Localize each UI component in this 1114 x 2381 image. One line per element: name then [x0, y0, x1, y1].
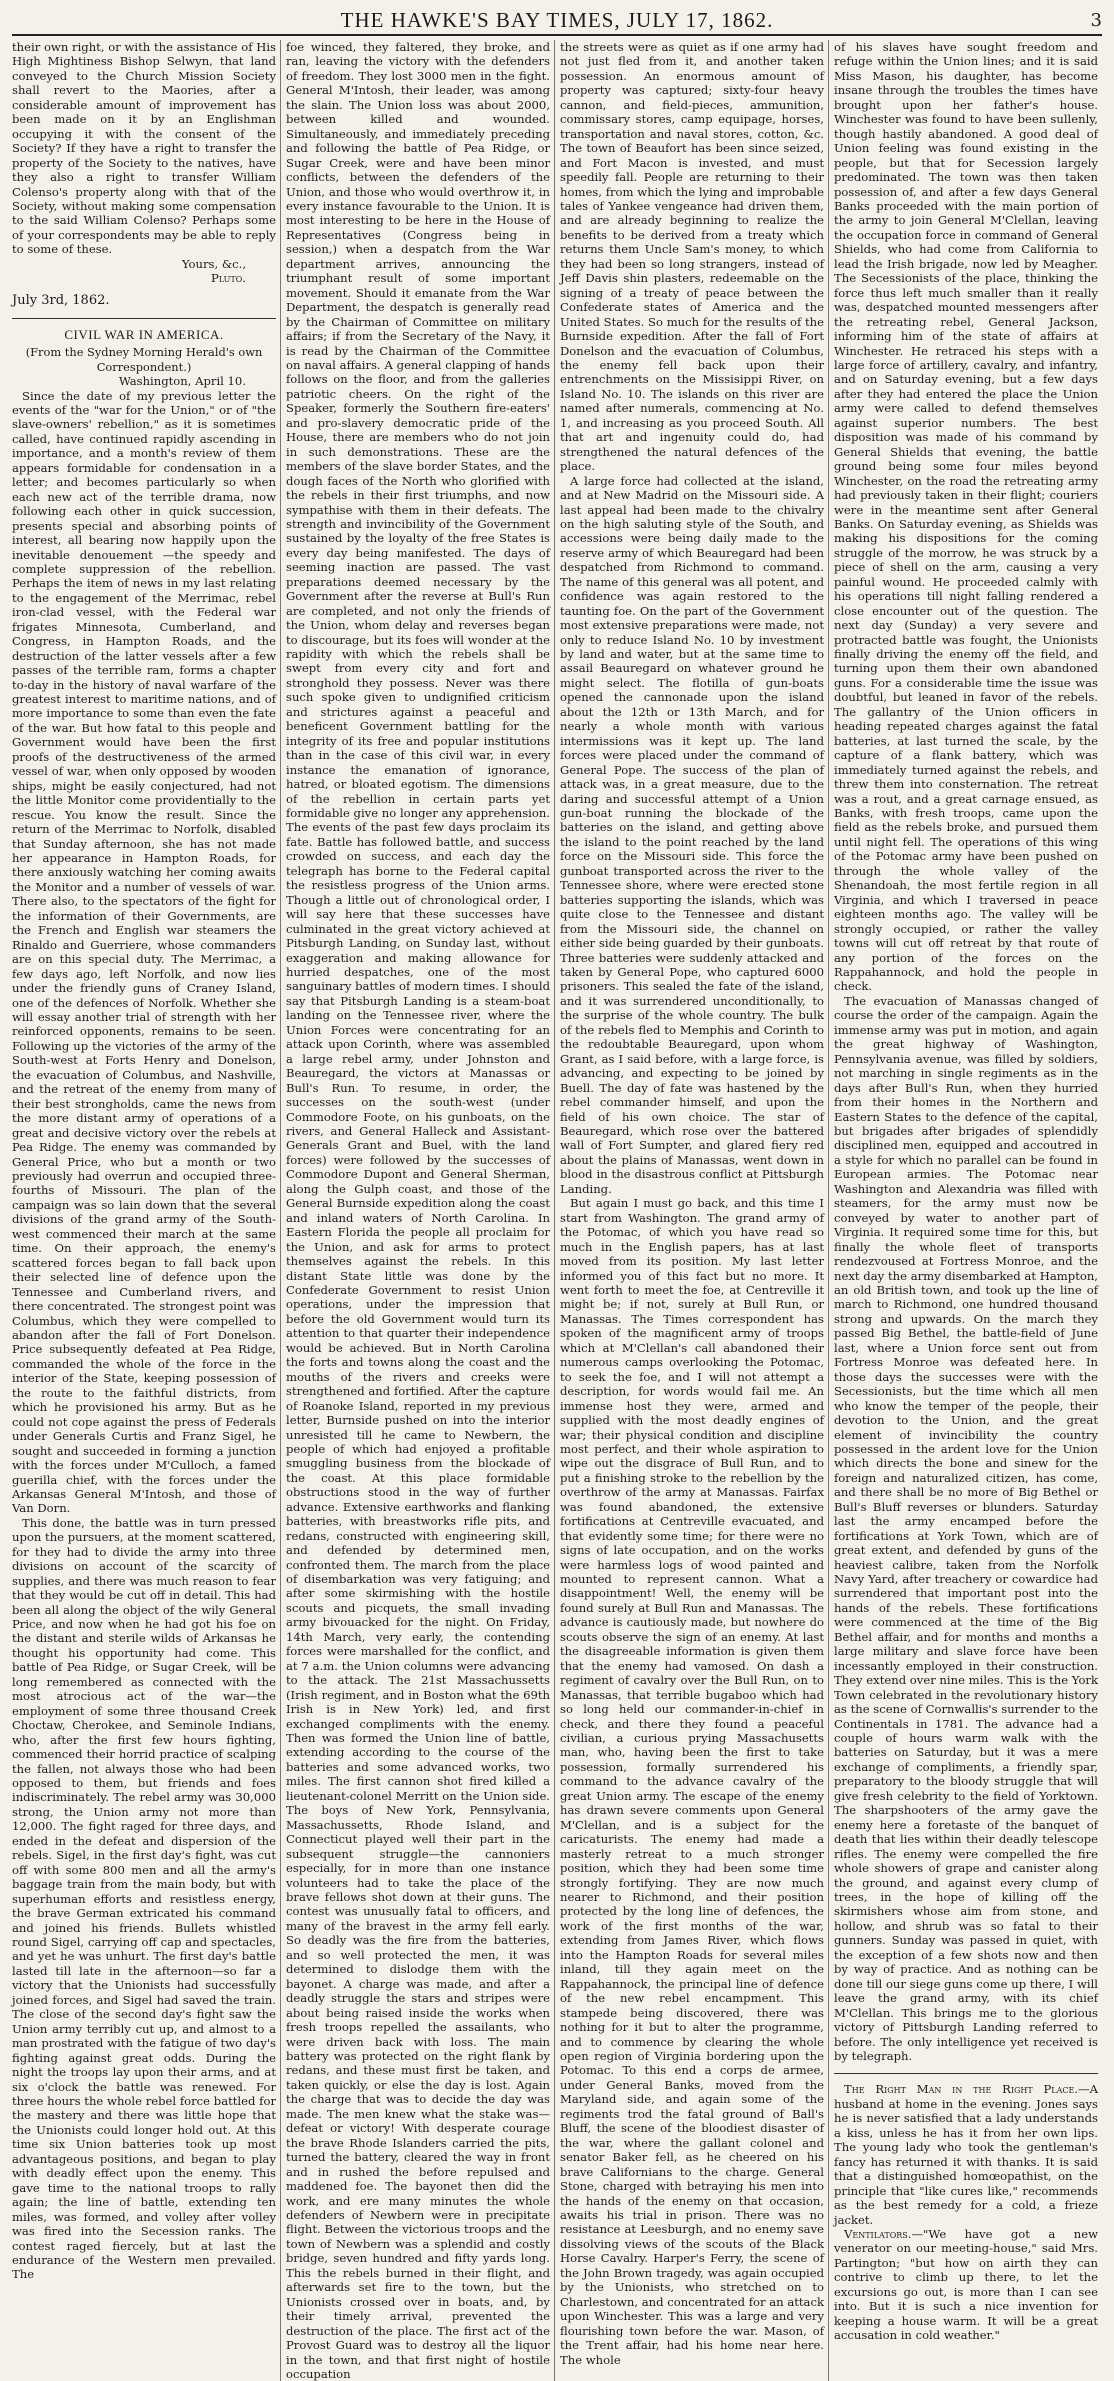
ventilators-paragraph — [834, 2227, 1098, 2343]
article-paragraph: The evacuation of Manassas changed of course the order of the campaign. Again the immense army was put in motion, and again the great highway of Washington, Pennsylvania avenue, was filled by soldiers, not marching in single regiments as in the days after Bull's Run, when they hurried from their homes in the Northern and Eastern States to the defence of the capital, but brigades after brigades of splendidly disciplined men, equipped and accoutred in a style for which no parallel can be found in European armies. The Potomac near Washington and Alexandria was filled with steamers, for the army must now be conveyed by water to another part of Virginia. It required some time for this, but finally the whole fleet of transports rendezvoused at Fortress Monroe, and the next day the army disembarked at Hampton, an old British town, and took up the line of march to Richmond, one hundred thousand strong and upwards. On the march they passed Big Bethel, the battle-field of June last, where a Union force sent out from Fortress Monroe was defeated here. In those days the successes were with the Secessionists, but the time which all men who know the temper of the people, their devotion to the Union, and the great element of invincibility the country possessed in the ardent love for the Union which directs the bone and sinew for the foreign and naturalized citizen, has come, and there shall be no more of Big Bethel or Bull's Bluff reverses or blunders. Saturday last the army encamped before the fortifications at York Town, which are of great extent, and defended by guns of the heaviest calibre, taken from the Norfolk Navy Yard, after treachery or cowardice had surrendered that important post into the hands of the rebels. These fortifications were commenced at the time of the Big Bethel affair, and for months and months a large military and slave force have been incessantly employed in their construction. They extend over nine miles. This is the York Town celebrated in the revolutionary history as the scene of Cornwallis's surrender to the Continentals in 1781. The advance had a couple of hours warm walk with the batteries on Saturday, but it was a mere exchange of compliments, a friendly spar, preparatory to the bloody struggle that will give fresh celebrity to the field of Yorktown. The sharpshooters of the army gave the enemy here a foretaste of the banquet of death that lies within their deadly telescope rifles. The enemy were compelled the fire whole showers of grape and canister along the ground, and against every clump of trees, in the hope of killing off the skirmishers whose aim from stone, and hollow, and shrub was so fatal to their gunners. Sunday was passed in quiet, with the exception of a few shots now and then by way of practice. And as nothing can be done till our siege guns come up there, I will leave the grand army, with its chief M'Clellan. This brings me to the glorious victory of Pittsburgh Landing referred to before. The only intelligence yet received is by telegraph. — [834, 993, 1098, 2063]
page-number: 3 — [1090, 10, 1102, 31]
masthead — [12, 6, 1102, 36]
article-source: (From the Sydney Morning Herald's own Correspondent.) — [25, 345, 263, 374]
column-4 — [834, 40, 1098, 2381]
snippet-paragraph — [834, 2082, 1098, 2227]
columns — [12, 40, 1102, 2381]
ventilators-title: Ventilators. — [844, 2226, 912, 2241]
letter-end: their own right, or with the assistance of His High Mightiness Bishop Selwyn, that land conveyed to the Church Mission Society shall revert to the Maories, after a considerable amount of improvement has been made on it by an Englishman occupying it with the consent of the Society? If they have a right to transfer the property of the Society to the natives, have they also a right to transfer William Colenso's property along with that of the Society, without making some compensation to the said William Colenso? Perhaps some of your correspondents may be able to reply to some of these. — [12, 40, 276, 257]
letter-signature: Pluto. — [211, 271, 246, 286]
ventilators-body: —"We have got a new venerator on our meeting-house," said Mrs. Partington; "but how on airth they can contrive to climb up there, to let the excursions go out, is more than I can see into. But it is such a nice invention for keeping a house warm. It will be a great accusation in cold weather." — [834, 2226, 1098, 2343]
article-headline: CIVIL WAR IN AMERICA. — [64, 327, 224, 343]
letter-date: July 3rd, 1862. — [12, 292, 110, 308]
article-paragraph: the streets were as quiet as if one army had not just fled from it, and another taken possession. An enormous amount of property was captured; sixty-four heavy cannon, and field-pieces, ammunition, commissary stores, camp equipage, horses, transportation and naval stores, cotton, &c. The town of Beaufort has been since seized, and Fort Macon is invested, and must speedily fall. People are returning to their homes, from which the lying and improbable tales of Yankee vengeance had driven them, and are already beginning to realize the benefits to be derived from a treaty which returns them Uncle Sam's money, to which they had been so long strangers, instead of Jeff Davis shin plasters, redeemable on the signing of a treaty of peace between the Confederate states of America and the United States. So much for the results of the Burnside expedition. After the fall of Fort Donelson and the evacuation of Columbus, the enemy fell back upon their entrenchments on the Missisippi River, on Island No. 10. The islands on this river are named after numerals, commencing at No. 1, and increasing as you proceed South. All that art and ingenuity could do, had strengthened the natural defences of the place. — [560, 40, 824, 474]
article-paragraph: of his slaves have sought freedom and refuge within the Union lines; and it is said Miss Mason, his daughter, has become insane through the troubles the times have brought upon her father's house. Winchester was found to have been sullenly, though hastily abandoned. A good deal of Union feeling was found existing in the people, but that for Secession largely predominated. The town was then taken possession of, and after a few days General Banks proceeded with the main portion of the army to join General M'Clellan, leaving the occupation force in command of General Shields, who had come from California to lead the Irish brigade, now led by Meagher. The Secessionists of the place, thinking the force thus left much smaller than it really was, despatched mounted messengers after the retreating rebel, General Jackson, informing him of the state of affairs at Winchester. He retraced his steps with a large force of artillery, cavalry, and infantry, and on Saturday evening, but a few days after they had entered the place the Union army were called to defend themselves against superior numbers. The best disposition was made of his command by General Shields that evening, the battle ground being some four miles beyond Winchester, on the road the retreating army had previously taken in their flight; couriers were in the meantime sent after General Banks. On Saturday evening, as Shields was making his dispositions for the coming struggle of the morrow, he was struck by a piece of shell on the arm, causing a very painful wound. He proceeded calmly with his operations till night falling rendered a close encounter out of the question. The next day (Sunday) a very severe and protracted battle was fought, the Unionists finally driving the enemy off the field, and turning upon them their own abandoned guns. For a considerable time the issue was doubtful, but leaned in favor of the rebels. The gallantry of the Union officers in heading repeated charges against the fatal batteries, at last turned the scale, by the capture of a flank battery, which was immediately turned against the rebels, and threw them into consternation. The retreat was a rout, and a great carnage ensued, as Banks, with fresh troops, came upon the field as the rebels broke, and pursued them until night fell. The operations of this wing of the Potomac army have been pushed on through the whole valley of the Shenandoah, the most fertile region in all Virginia, and which I traversed in peace eighteen months ago. The valley will be strongly occupied, or rather the valley towns will cut off retreat by that route of any portion of the forces on the Rappahannock, and hold the people in check. — [834, 40, 1098, 994]
column-3 — [560, 40, 824, 2381]
snippet-body: —A husband at home in the evening. Jones says he is never satisfied that a lady understands a kiss, unless he has it from her own lips. The young lady who took the gentleman's fancy has returned it with thanks. It is said that a distinguished homœopathist, on the principle that "like cures like," recommends as the best remedy for a cold, a frieze jacket. — [834, 2082, 1098, 2227]
article-paragraph: Since the date of my previous letter the events of the "war for the Union," or of "the slave-owners' rebellion," as it is sometimes called, have continued rapidly ascending in importance, and a month's review of them appears formidable for condensation in a letter; and becomes particularly so when each new act of the terrible drama, now following each other in quick succession, presents special and absorbing points of interest, all bearing now happily upon the inevitable denouement —the speedy and complete suppression of the rebellion. Perhaps the item of news in my last relating to the engagement of the Merrimac, rebel iron-clad vessel, with the Federal war frigates Minnesota, Cumberland, and Congress, in Hampton Roads, and the destruction of the latter vessels after a few passes of the terrible ram, forms a chapter to-day in the history of naval warfare of the greatest interest to maritime nations, and of more importance to some than even the fate of the war. But how fatal to this people and Government would have been the first proofs of the destructiveness of the armed vessel of war, when only opposed by wooden ships, might be easily conjectured, had not the little Monitor come providentially to the rescue. You know the result. Since the return of the Merrimac to Norfolk, disabled that Sunday afternoon, she has not made her appearance in Hampton Roads, for there anxiously watching her coming awaits the Monitor and a number of vessels of war. There also, to the spectators of the fight for the information of their Governments, are the French and English war steamers the Rinaldo and Guerriere, whose commanders are on this special duty. The Merrimac, a few days ago, left Norfolk, and now lies under the friendly guns of Craney Island, one of the defences of Norfolk. Whether she will essay another trial of strength with her reinforced opponents, remains to be seen. Following up the victories of the army of the South-west at Forts Henry and Donelson, the evacuation of Columbus, and Nashville, and the retreat of the enemy from many of their best strongholds, came the news from the more distant army of operations of a great and decisive victory over the rebels at Pea Ridge. The enemy was commanded by General Price, who but a month or two previously had overrun and occupied three-fourths of Missouri. The plan of the campaign was so lain down that the several divisions of the grand army of the South-west commenced their march at the same time. On their approach, the enemy's scattered forces began to fall back upon their selected line of defence upon the Tennessee and Cumberland rivers, and there concentrated. The strongest point was Columbus, which they were compelled to abandon after the fall of Fort Donelson. Price subsequently defeated at Pea Ridge, commanded the whole of the force in the interior of the State, keeping possession of the route to the faithful districts, from which he provisioned his army. But as he could not cope against the press of Federals under Generals Curtis and Franz Sigel, he sought and succeeded in forming a junction with the forces under M'Culloch, a famed guerilla chief, with the forces under the Arkansas General M'Intosh, and those of Van Dorn. — [12, 388, 276, 1516]
divider — [834, 2073, 1098, 2074]
letter-closing: Yours, &c., — [181, 256, 246, 271]
column-2 — [286, 40, 550, 2381]
article-paragraph: foe winced, they faltered, they broke, and ran, leaving the victory with the defenders of freedom. They lost 3000 men in the fight. General M'Intosh, their leader, was among the slain. The Union loss was about 2000, between killed and wounded. Simultaneously, and immediately preceding and following the battle of Pea Ridge, or Sugar Creek, were and have been minor conflicts, between the defenders of the Union, and those who would overthrow it, in every instance favourable to the Union. It is most interesting to be here in the House of Representatives (Congress being in session,) when a despatch from the War department arrives, announcing the triumphant result of some important movement. Should it emanate from the War Department, the despatch is generally read by the Chairman of Committee on military affairs; if from the Secretary of the Navy, it is read by the Chairman of the Committee on naval affairs. A general clapping of hands follows on the floor, and from the galleries patriotic cheers. On the right of the Speaker, formerly the Southern fire-eaters' and pro-slavery democratic pride of the House, there are members who do not join in such demonstrations. These are the members of the slave border States, and the dough faces of the North who glorified with the rebels in their first triumphs, and now sympathise with them in their defeats. The strength and invincibility of the Government sustained by the loyalty of the free States is every day being manifested. The days of seeming inaction are passed. The vast preparations deemed necessary by the Government after the reverse at Bull's Run are completed, and not only the friends of the Union, whom delay and reverses began to discourage, but its foes will wonder at the rapidity with which the rebels shall be swept from every city and fort and stronghold they possess. Never was there such spoke given to undignified criticism and strictures against a peaceful and beneficent Government battling for the integrity of its free and popular institutions than in the case of this civil war, in every instance the emanation of ignorance, hatred, or bloated egotism. The dimensions of the rebellion in certain parts yet formidable give no longer any apprehension. The events of the past few days proclaim its fate. Battle has followed battle, and success crowded on success, and each day the telegraph has borne to the Federal capital the resistless progress of the Union arms. Though a little out of chronological order, I will say here that these successes have culminated in the great victory achieved at Pitsburgh Landing, on Sunday last, without exaggeration and making allowance for hurried despatches, one of the most sanguinary battles of modern times. I should say that Pitsburgh Landing is a steam-boat landing on the Tennessee river, where the Union Forces were concentrating for an attack upon Corinth, where was assembled a large rebel army, under Johnston and Beauregard, the victors at Manassas or Bull's Run. To resume, in order, the successes on the south-west (under Commodore Foote, on his gunboats, on the rivers, and General Halleck and Assistant-Generals Grant and Buel, with the land forces) were followed by the successes of Commodore Dupont and General Sherman, along the Gulph coast, and those of the General Burnside expedition along the coast and inland waters of North Carolina. In Eastern Florida the people all proclaim for the Union, and ask for arms to protect themselves against the rebels. In this distant State little was done by the Confederate Government to resist Union operations, under the impression that before the old Government would turn its attention to that quarter their independence would be achieved. But in North Carolina the forts and towns along the coast and the mouths of the rivers and creeks were strengthened and fortified. After the capture of Roanoke Island, reported in my previous letter, Burnside pushed on into the interior unresisted till he came to Newbern, the people of which had enjoyed a profitable smuggling business from the blockade of the coast. At this place formidable obstructions stood in the way of further advance. Extensive earthworks and flanking batteries, with breastworks rifle pits, and redans, constructed with engineering skill, and defended by determined men, confronted them. The march from the place of disembarkation was very fatiguing; and after some skirmishing with the hostile scouts and picquets, the small invading army bivouacked for the night. On Friday, 14th March, very early, the contending forces were marshalled for the conflict, and at 7 a.m. the Union columns were advancing to the attack. The 21st Massachussetts (Irish regiment, and in Boston what the 69th Irish is in New York) led, and first exchanged compliments with the enemy. Then was formed the Union line of battle, extending according to the course of the batteries and some advanced works, two miles. The first cannon shot fired killed a lieutenant-colonel Merritt on the Union side. The boys of New York, Pennsylvania, Massachussetts, Rhode Island, and Connecticut played well their part in the subsequent struggle—the cannoniers especially, for in more than one instance volunteers had to take the place of the brave fellows shot down at their guns. The contest was unusually fatal to officers, and many of the bravest in the army fell early. So deadly was the fire from the batteries, and so well protected the men, it was determined to dislodge them with the bayonet. A charge was made, and after a deadly struggle the stars and stripes were about being raised inside the works when fresh troops repelled the assailants, who were driven back with loss. The main battery was protected on the right flank by redans, and these must first be taken, and taken quickly, or else the day is lost. Again the charge that was to decide the day was made. The men knew what the stake was—defeat or victory! With desperate courage the brave Rhode Islanders carried the pits, turned the battery, cleared the way in front and in rushed the before repulsed and maddened foe. The bayonet then did the work, and ere many minutes the whole defenders of Newbern were in precipitate flight. Between the victorious troops and the town of Newbern was a splendid and costly bridge, seven hundred and fifty yards long. This the rebels burned in their flight, and afterwards set fire to the town, but the Unionists crossed over in boats, and, by their timely arrival, prevented the destruction of the place. The first act of the Provost Guard was to destroy all the liquor in the town, and that first night of hostile occupation — [286, 40, 550, 2381]
divider — [12, 318, 276, 319]
snippet-title: The Right Man in the Right Place. — [844, 2082, 1079, 2097]
article-paragraph: A large force had collected at the island, and at New Madrid on the Missouri side. A last appeal had been made to the chivalry on the high saluting style of the South, and accessions were being daily made to the reserve army of which Beauregard had been despatched from Richmond to command. The name of this general was all potent, and confidence was again restored to the taunting foe. On the part of the Government most extensive preparations were made, not only to reduce Island No. 10 by investment by land and water, but at the same time to assail Beauregard on whatever ground he might select. The flotilla of gun-boats opened the cannonade upon the island about the 12th or 13th March, and for nearly a whole month with various intermissions was it kept up. The land forces were placed under the command of General Pope. The success of the plan of attack was, in a great measure, due to the daring and successful attempt of a Union gun-boat running the blockade of the batteries on the island, and getting above the island to the point reached by the land force on the Missouri side. This force the gunboat transported across the river to the Tennessee shore, where were erected stone batteries supporting the islands, which was quite close to the Tennessee and distant from the Missouri side, the channel on either side being guarded by their gunboats. Three batteries were suddenly attacked and taken by General Pope, who captured 6000 prisoners. This sealed the fate of the island, and it was surrendered unconditionally, to the surprise of the whole country. The bulk of the rebels fled to Memphis and Corinth to the redoubtable Beauregard, upon whom Grant, as I said before, with a large force, is advancing, and expecting to be joined by Buell. The day of fate was hastened by the rebel commander himself, and upon the field of his own choice. The star of Beauregard, which rose over the battered wall of Fort Sumpter, and glared fiery red about the plains of Manassas, went down in blood in the disastrous conflict at Pittsburgh Landing. — [560, 473, 824, 1196]
article-paragraph: This done, the battle was in turn pressed upon the pursuers, at the moment scattered, for they had to divide the army into three divisions on account of the scarcity of supplies, and there was much reason to fear that they would be cut off in detail. This had been all along the object of the wily General Price, and now when he had got his foe on the distant and sterile wilds of Arkansas he thought his opportunity had come. This battle of Pea Ridge, or Sugar Creek, will be long remembered as connected with the most atrocious act of the war—the employment of some three thousand Creek Choctaw, Cherokee, and Seminole Indians, who, after the first few hours fighting, commenced their horrid practice of scalping the fallen, not always those who had been opposed to them, but friends and foes indiscriminately. The rebel army was 30,000 strong, the Union army not more than 12,000. The fight raged for three days, and ended in the defeat and dispersion of the rebels. Sigel, in the first day's fight, was cut off with some 800 men and all the army's baggage train from the main body, but with superhuman efforts and resistless energy, the brave German extricated his command and joined his friends. Bullets whistled round Sigel, carrying off cap and spectacles, and yet he was unhurt. The first day's battle lasted till late in the afternoon—so far a victory that the Unionists had successfully joined forces, and Sigel had saved the train. The close of the second day's fight saw the Union army terribly cut up, and almost to a man prostrated with the fatigue of two day's fighting against great odds. During the night the troops lay upon their arms, and at six o'clock the battle was renewed. For three hours the whole rebel force battled for the mastery and there was little hope that the Unionists could longer hold out. At this time six Union batteries took up most advantageous positions, and began to play with deadly effect upon the enemy. This gave time to the national troops to rally again; the line of battle, extending ten miles, was formed, and volley after volley was fired into the Secession ranks. The contest raged fiercely, but at last the endurance of the Western men prevailed. The — [12, 1515, 276, 2282]
masthead-title: THE HAWKE'S BAY TIMES, JULY 17, 1862. — [340, 7, 774, 32]
article-paragraph: But again I must go back, and this time I start from Washington. The grand army of the Potomac, of which you have read so much in the English papers, has at last moved from its position. My last letter informed you of this fact but no more. It went forth to meet the foe, at Centreville it might be; if not, surely at Bull Run, or Manassas. The Times correspondent has spoken of the magnificent army of troops which at M'Clellan's call abandoned their numerous camps overlooking the Potomac, to seek the foe, and I will not attempt a description, for words would fail me. An immense host they were, armed and supplied with the most deadly engines of war; their physical condition and discipline most perfect, and their whole aspiration to wipe out the disgrace of Bull Run, and to put a finishing stroke to the rebellion by the overthrow of the army at Manassas. Fairfax was found abandoned, the extensive fortifications at Centreville evacuated, and that evidently some time; for there were no signs of late occupation, and on the works were harmless logs of wood painted and mounted to represent cannon. What a disappointment! Well, the enemy will be found surely at Bull Run and Manassas. The advance is cautiously made, but nowhere do scouts observe the sign of an enemy. At last the disagreeable information is given them that the enemy had vamosed. On dash a regiment of cavalry over the Bull Run, on to Manassas, that terrible bugaboo which had so long held our commander-in-chief in check, and there they found a peaceful civilian, a curious prying Massachusetts man, who, having been the first to take possession, formally surrendered his command to the advance cavalry of the great Union army. The escape of the enemy has drawn severe comments upon General M'Clellan, and is a subject for the caricaturists. The enemy had made a masterly retreat to a much stronger position, which they had been some time strongly fortifying. They are now much nearer to Richmond, and their position protected by the long line of defences, the work of the first months of the war, extending from James River, which flows into the Hampton Roads for several miles inland, till they again meet on the Rappahannock, the principal line of defence of the new rebel encampment. This stampede being discovered, there was nothing for it but to alter the programme, and to commence by clearing the whole open region of Virginia bordering upon the Potomac. To this end a corps de armee, under General Banks, moved from the Maryland side, and again some of the regiments trod the fatal ground of Ball's Bluff, the scene of the bloodiest disaster of the war, where the gallant colonel and senator Baker fell, as he cheered on his brave Californians to the charge. General Stone, charged with betraying his men into the hands of the enemy on that occasion, awaits his trial in prison. There was no resistance at Leesburgh, and no enemy save dissolving views of the scouts of the Black Horse Cavalry. Harper's Ferry, the scene of the John Brown tragedy, was again occupied by the Unionists, who stretched on to Charlestown, and concentrated for an attack upon Winchester. This was a large and very flourishing town before the war. Mason, of the Trent affair, had his home near here. The whole — [560, 1196, 824, 2367]
article-dateline: Washington, April 10. — [118, 374, 246, 389]
column-1 — [12, 40, 276, 2381]
